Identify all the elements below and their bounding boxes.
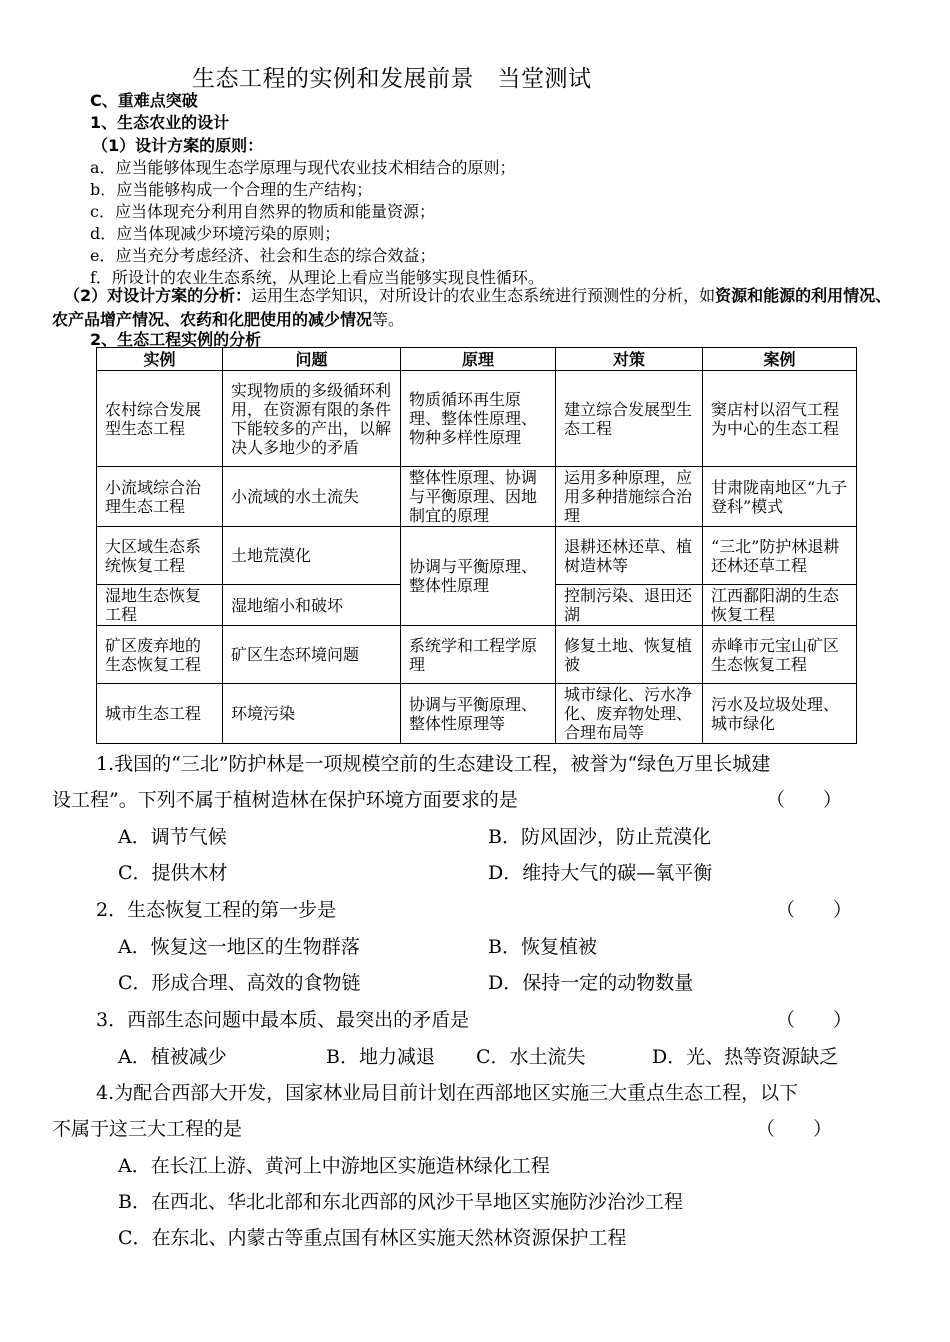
principle-item: a．应当能够体现生态学原理与现代农业技术相结合的原则； xyxy=(90,158,516,177)
principle-item: d．应当体现减少环境污染的原则； xyxy=(90,224,341,243)
answer-blank[interactable]: （ ） xyxy=(766,789,843,811)
option-d: D．光、热等资源缺乏 xyxy=(652,1046,839,1068)
table-cell: 整体性原理、协调与平衡原理、因地制宜的原理 xyxy=(401,467,556,527)
table-cell: 甘肃陇南地区“九子登科”模式 xyxy=(703,467,857,527)
principle-item: b．应当能够构成一个合理的生产结构； xyxy=(90,180,373,199)
analysis-paragraph xyxy=(52,284,902,332)
option-c: C．水土流失 xyxy=(476,1046,586,1068)
option-c: C．提供木材 xyxy=(118,862,228,884)
principle-item: c．应当体现充分利用自然界的物质和能量资源； xyxy=(90,202,435,221)
option-a: A．调节气候 xyxy=(118,826,227,848)
table-row xyxy=(97,684,857,744)
option-c: C．在东北、内蒙古等重点国有林区实施天然林资源保护工程 xyxy=(118,1227,627,1249)
question-1-stem-line2: 设工程”。下列不属于植树造林在保护环境方面要求的是 xyxy=(52,789,518,811)
table-cell: 协调与平衡原理、整体性原理等 xyxy=(401,684,556,744)
option-c: C．形成合理、高效的食物链 xyxy=(118,972,361,994)
table-cell: 污水及垃圾处理、城市绿化 xyxy=(703,684,857,744)
page-title: 生态工程的实例和发展前景 当堂测试 xyxy=(192,66,592,92)
section-1-heading: 1、生态农业的设计 xyxy=(90,113,230,132)
table-cell: 控制污染、退田还湖 xyxy=(556,585,703,626)
table-cell: 湿地缩小和破坏 xyxy=(223,585,401,626)
question-2-stem: 2．生态恢复工程的第一步是 xyxy=(96,899,337,921)
table-cell: 大区域生态系统恢复工程 xyxy=(97,527,223,585)
option-b: B．在西北、华北北部和东北西部的风沙干旱地区实施防沙治沙工程 xyxy=(118,1191,683,1213)
table-row xyxy=(97,527,857,585)
table-header: 实例 xyxy=(97,348,223,371)
analysis-tail: 等。 xyxy=(372,310,405,329)
table-cell: 城市绿化、污水净化、废弃物处理、合理布局等 xyxy=(556,684,703,744)
principle-item: e．应当充分考虑经济、社会和生态的综合效益； xyxy=(90,246,436,265)
table-cell: 修复土地、恢复植被 xyxy=(556,626,703,684)
table-header: 案例 xyxy=(703,348,857,371)
table-cell: 湿地生态恢复工程 xyxy=(97,585,223,626)
answer-blank[interactable]: （ ） xyxy=(776,1009,853,1031)
table-cell-merged: 协调与平衡原理、整体性原理 xyxy=(401,527,556,626)
table-cell: 运用多种原理，应用多种措施综合治理 xyxy=(556,467,703,527)
question-3-stem: 3．西部生态问题中最本质、最突出的矛盾是 xyxy=(96,1009,470,1031)
table-row xyxy=(97,467,857,527)
table-header: 原理 xyxy=(401,348,556,371)
table-cell: 窦店村以沼气工程为中心的生态工程 xyxy=(703,371,857,467)
cases-table xyxy=(96,347,857,744)
question-4-stem-line1: 4.为配合西部大开发，国家林业局目前计划在西部地区实施三大重点生态工程，以下 xyxy=(96,1082,799,1104)
option-a: A．在长江上游、黄河上中游地区实施造林绿化工程 xyxy=(118,1155,550,1177)
table-cell: 矿区废弃地的生态恢复工程 xyxy=(97,626,223,684)
table-cell: 建立综合发展型生态工程 xyxy=(556,371,703,467)
option-d: D．维持大气的碳—氧平衡 xyxy=(488,862,713,884)
table-cell: 江西鄱阳湖的生态恢复工程 xyxy=(703,585,857,626)
analysis-label: （2）对设计方案的分析： xyxy=(64,286,252,305)
option-d: D．保持一定的动物数量 xyxy=(488,972,694,994)
question-1-stem-line1: 1.我国的“三北”防护林是一项规模空前的生态建设工程，被誉为“绿色万里长城建 xyxy=(96,753,771,775)
section-c-heading: C、重难点突破 xyxy=(90,91,198,110)
subsection-principles-heading: （1）设计方案的原则： xyxy=(92,136,264,155)
answer-blank[interactable]: （ ） xyxy=(756,1118,833,1140)
principle-item: f．所设计的农业生态系统，从理论上看应当能够实现良性循环。 xyxy=(90,268,544,287)
table-cell: 土地荒漠化 xyxy=(223,527,401,585)
table-header: 对策 xyxy=(556,348,703,371)
table-cell: 小流域综合治理生态工程 xyxy=(97,467,223,527)
table-cell: 小流域的水土流失 xyxy=(223,467,401,527)
table-row xyxy=(97,626,857,684)
option-a: A．植被减少 xyxy=(118,1046,227,1068)
table-row xyxy=(97,371,857,467)
analysis-bold-text: 资源和能源的利用情况、农产品增产情况、农药和化肥使用的减少情况 xyxy=(52,286,892,329)
table-cell: 赤峰市元宝山矿区生态恢复工程 xyxy=(703,626,857,684)
question-4-stem-line2: 不属于这三大工程的是 xyxy=(52,1118,243,1140)
table-cell: 物质循环再生原理、整体性原理、物种多样性原理 xyxy=(401,371,556,467)
table-cell: 退耕还林还草、植树造林等 xyxy=(556,527,703,585)
table-cell: 城市生态工程 xyxy=(97,684,223,744)
table-header: 问题 xyxy=(223,348,401,371)
analysis-text: 运用生态学知识，对所设计的农业生态系统进行预测性的分析，如 xyxy=(251,286,716,305)
table-cell: 农村综合发展型生态工程 xyxy=(97,371,223,467)
section-2-heading: 2、生态工程实例的分析 xyxy=(90,330,262,349)
option-b: B．防风固沙，防止荒漠化 xyxy=(488,826,711,848)
answer-blank[interactable]: （ ） xyxy=(776,899,853,921)
table-header-row xyxy=(97,348,857,371)
table-cell: 系统学和工程学原理 xyxy=(401,626,556,684)
table-cell: 实现物质的多级循环利用，在资源有限的条件下能较多的产出，以解决人多地少的矛盾 xyxy=(223,371,401,467)
table-cell: “三北”防护林退耕还林还草工程 xyxy=(703,527,857,585)
option-b: B．地力减退 xyxy=(326,1046,435,1068)
table-cell: 环境污染 xyxy=(223,684,401,744)
option-b: B．恢复植被 xyxy=(488,936,597,958)
option-a: A．恢复这一地区的生物群落 xyxy=(118,936,360,958)
table-cell: 矿区生态环境问题 xyxy=(223,626,401,684)
